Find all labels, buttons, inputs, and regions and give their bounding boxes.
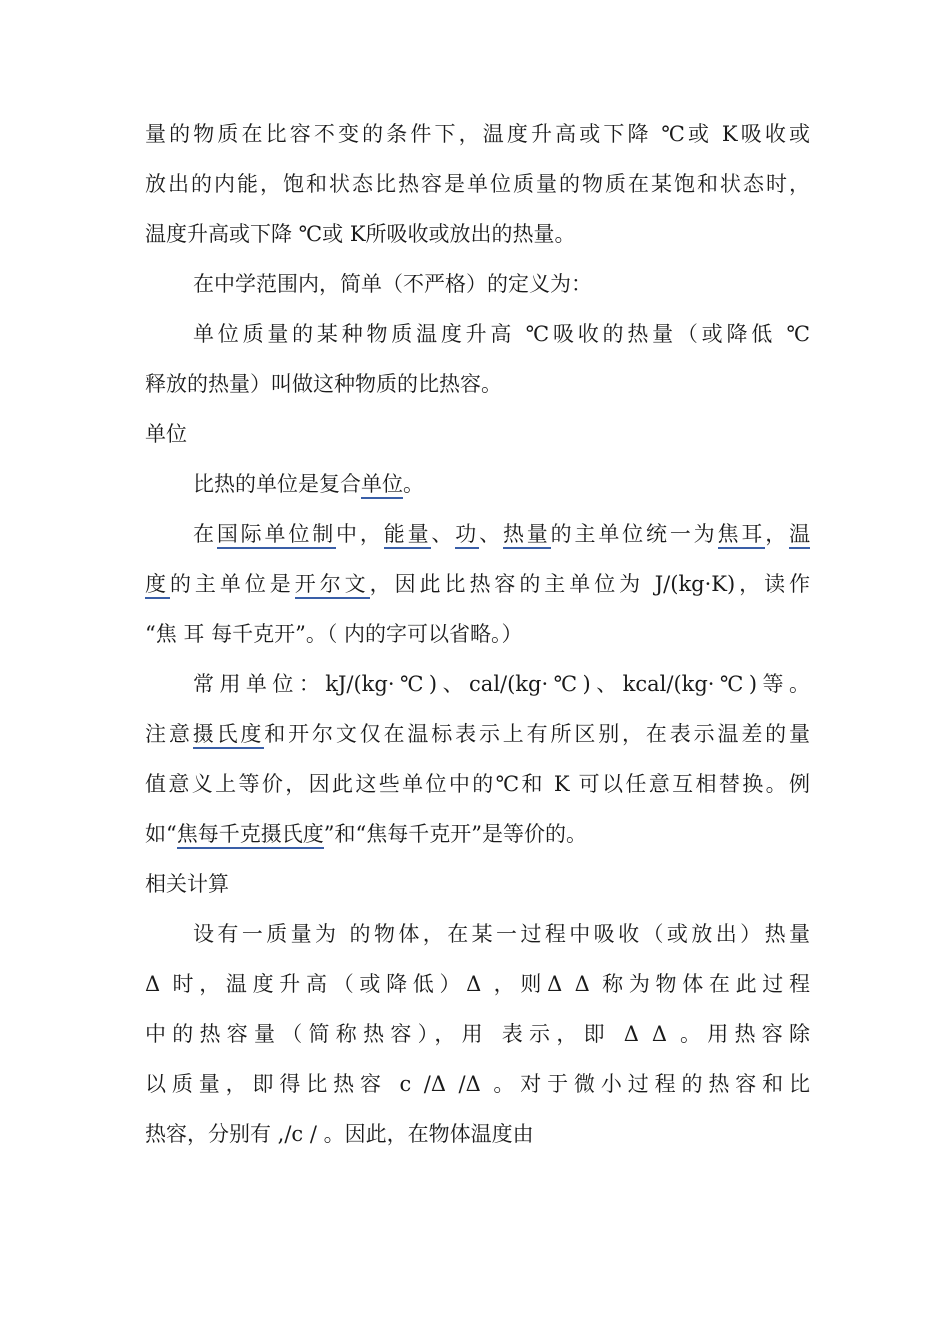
paragraph-line: 以质量，即得比热容 c /Δ /Δ 。对于微小过程的热容和比 — [145, 1072, 810, 1096]
paragraph-line — [145, 709, 810, 759]
text-segment: 注意 — [145, 722, 193, 746]
paragraph-line: 值意义上等价，因此这些单位中的℃和 K 可以任意互相替换。例 — [145, 772, 810, 796]
text-segment: 。 — [403, 472, 424, 496]
text-segment: 的主单位是 — [169, 572, 295, 596]
text-segment: ”和“焦每千克开”是等价的。 — [323, 822, 587, 846]
hyperlink[interactable]: 焦每千克摄氏度 — [177, 822, 324, 849]
section-heading-calc: 相关计算 — [145, 872, 229, 896]
section-heading-unit: 单位 — [145, 422, 187, 446]
hyperlink[interactable]: 开尔文 — [295, 572, 370, 599]
paragraph-line: 释放的热量）叫做这种物质的比热容。 — [145, 372, 502, 396]
text-segment: 和开尔文仅在温标表示上有所区别，在表示温差的量 — [264, 722, 811, 746]
hyperlink[interactable]: 摄氏度 — [193, 722, 265, 749]
paragraph-line: 设有一质量为 的物体，在某一过程中吸收（或放出）热量 — [193, 922, 810, 946]
text-segment: 、 — [431, 522, 456, 546]
text-segment: 在 — [193, 522, 217, 546]
hyperlink[interactable]: 国际单位制 — [217, 522, 336, 549]
paragraph-line: “焦 耳 每千克开”。（ 内的字可以省略。） — [145, 622, 523, 646]
text-segment: ， — [765, 522, 790, 546]
paragraph-line: 常用单位：kJ/(kg·℃)、cal/(kg·℃)、kcal/(kg·℃)等。 — [193, 672, 810, 696]
paragraph-line — [193, 459, 810, 509]
hyperlink[interactable]: 温 — [789, 522, 810, 549]
paragraph-line: 单位质量的某种物质温度升高 ℃吸收的热量（或降低 ℃ — [193, 322, 810, 346]
paragraph-line: 在中学范围内，简单（不严格）的定义为： — [193, 272, 592, 296]
hyperlink[interactable]: 功 — [455, 522, 479, 549]
paragraph-line: 中的热容量（简称热容），用 表示，即 Δ Δ 。用热容除 — [145, 1022, 810, 1046]
paragraph-line — [193, 509, 810, 559]
paragraph-line: 量的物质在比容不变的条件下，温度升高或下降 ℃或 K吸收或 — [145, 122, 810, 146]
paragraph-line: Δ 时，温度升高（或降低）Δ ，则Δ Δ 称为物体在此过程 — [145, 972, 810, 996]
paragraph-line — [145, 559, 810, 609]
link-unit[interactable]: 单位 — [361, 472, 403, 499]
paragraph-line: 热容，分别有 ,/c / 。因此，在物体温度由 — [145, 1122, 534, 1146]
paragraph-line — [145, 809, 810, 859]
text-segment: 的主单位统一为 — [550, 522, 718, 546]
hyperlink[interactable]: 焦耳 — [718, 522, 766, 549]
hyperlink[interactable]: 能量 — [384, 522, 432, 549]
text-segment: 、 — [479, 522, 503, 546]
text-segment: 如“ — [145, 822, 177, 846]
paragraph-line: 放出的内能，饱和状态比热容是单位质量的物质在某饱和状态时， — [145, 172, 810, 196]
hyperlink[interactable]: 热量 — [503, 522, 551, 549]
hyperlink[interactable]: 度 — [145, 572, 170, 599]
paragraph-line: 温度升高或下降 ℃或 K所吸收或放出的热量。 — [145, 222, 576, 246]
text-segment: 中， — [336, 522, 384, 546]
text-segment: ，因此比热容的主单位为 J/(kg·K)，读作 — [369, 572, 811, 596]
text-segment: 比热的单位是复合 — [193, 472, 361, 496]
